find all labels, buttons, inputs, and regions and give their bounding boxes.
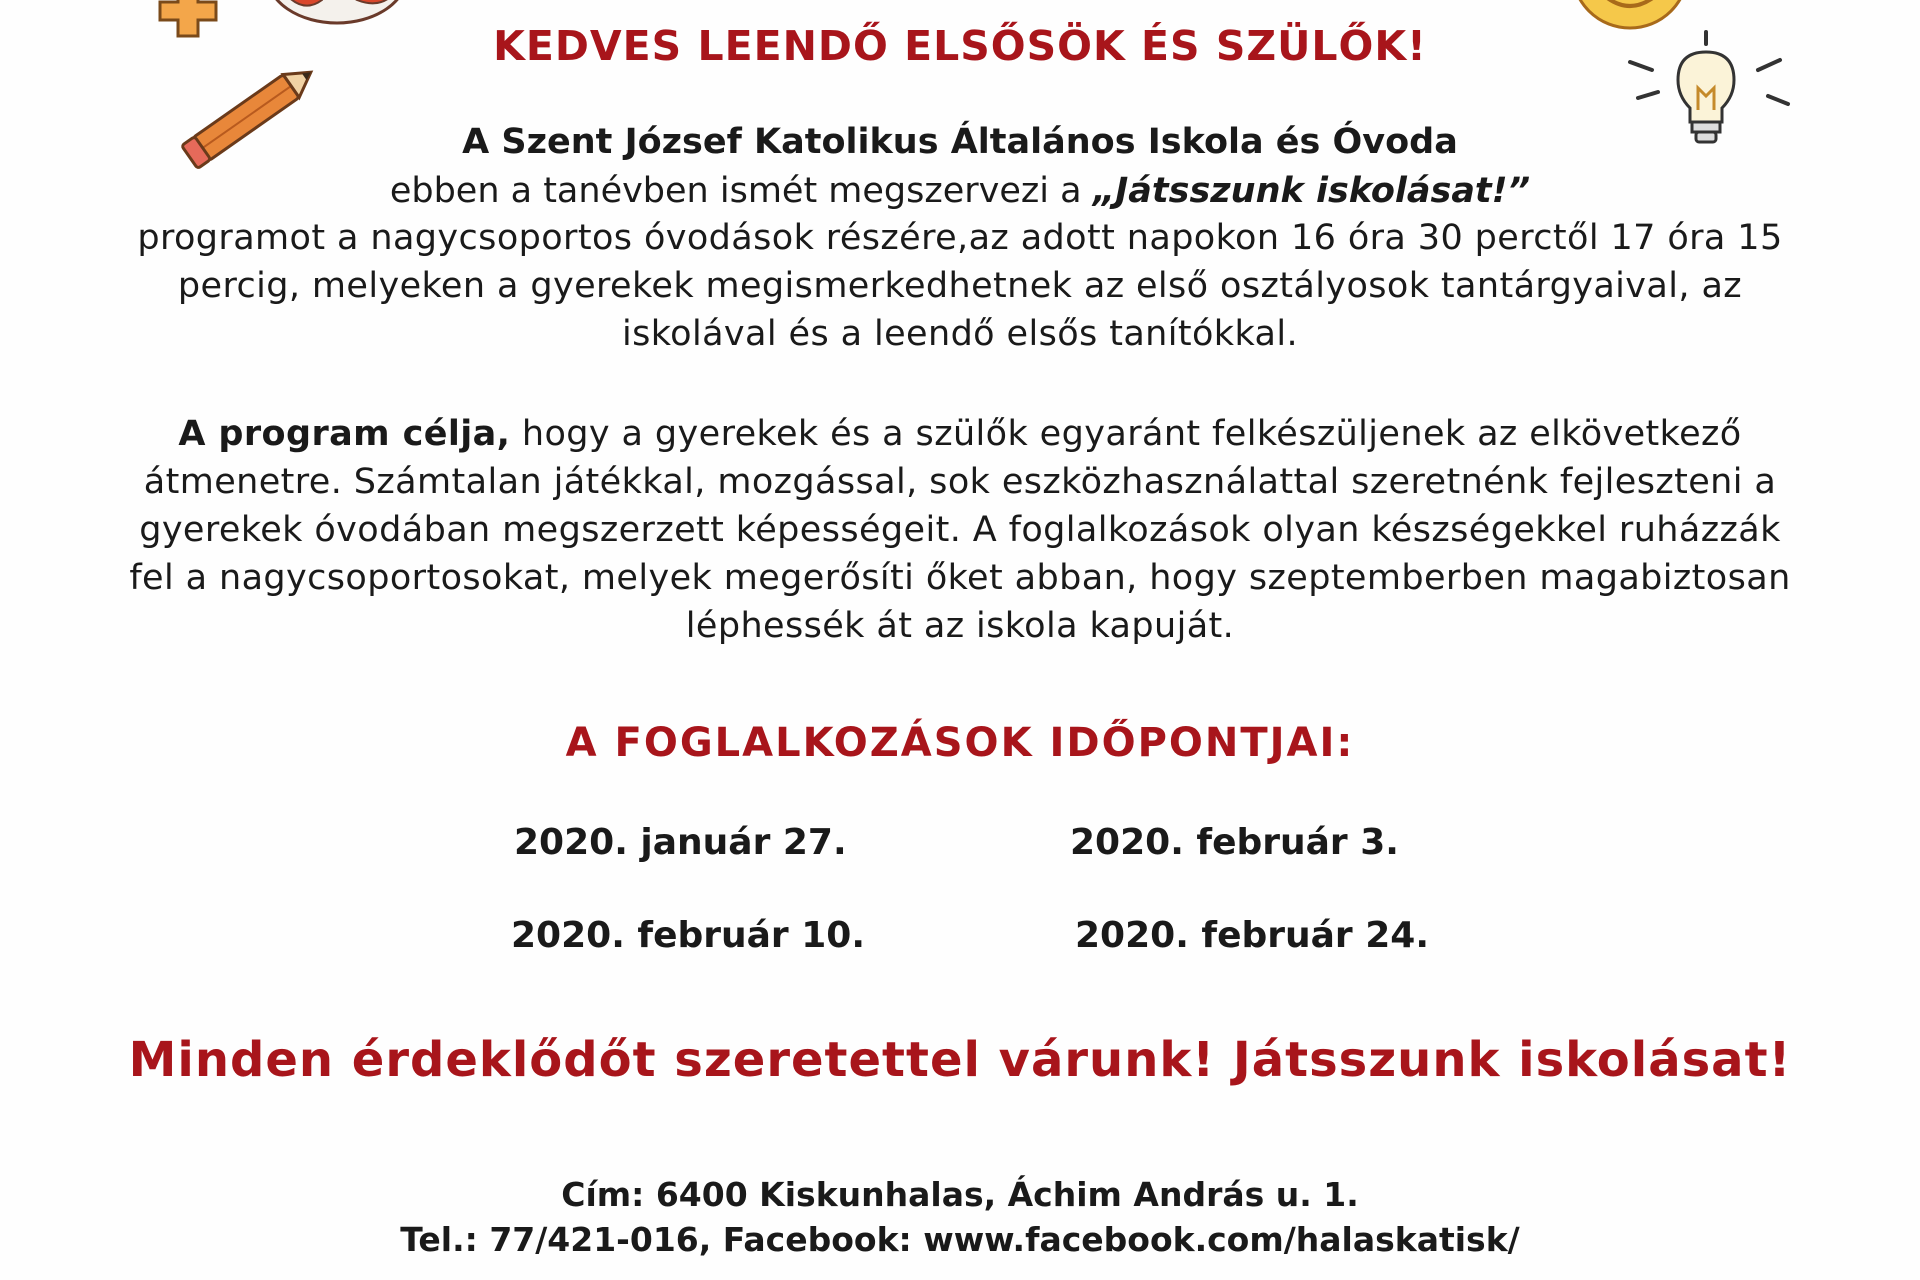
goal-lead: A program célja, xyxy=(178,414,511,454)
contact-phone-facebook: Tel.: 77/421-016, Facebook: www.facebook.com/halaskatisk/ xyxy=(400,1220,1520,1259)
goal-body: hogy a gyerekek és a szülők egyaránt felkészüljenek az elkövetkező átmenetre. Számtalan játékkal, mozgással, sok eszközhasználattal szeretnénk fejleszteni a gyerekek óvodában megszerzett képességeit. A foglalkozások olyan készségekkel ruházzák fel a nagycsoportosokat, melyek megerősíti őket abban, hogy szeptemberben magabiztosan léphessék át az iskola kapuját. xyxy=(129,414,1791,646)
contact-address: Cím: 6400 Kiskunhalas, Áchim András u. 1. xyxy=(561,1175,1359,1214)
schedule-title: A FOGLALKOZÁSOK IDŐPONTJAI: xyxy=(565,720,1355,766)
schedule-date: 2020. február 3. xyxy=(1070,822,1399,863)
goal-paragraph xyxy=(120,410,1800,650)
closing-message: Minden érdeklődőt szeretettel várunk! Játsszunk iskolásat! xyxy=(128,1032,1792,1088)
school-name: A Szent József Katolikus Általános Iskola és Óvoda xyxy=(462,122,1458,162)
intro-line xyxy=(0,171,1920,211)
program-name: „Játsszunk iskolásat!” xyxy=(1092,171,1531,211)
intro-lead: ebben a tanévben ismét megszervezi a xyxy=(389,171,1093,211)
greeting-heading: KEDVES LEENDŐ ELSŐSÖK ÉS SZÜLŐK! xyxy=(493,22,1427,70)
schedule-date: 2020. január 27. xyxy=(514,822,847,863)
intro-paragraph: programot a nagycsoportos óvodások részére,az adott napokon 16 óra 30 perctől 17 óra 15 percig, melyeken a gyerekek megismerkedhetnek az első osztályosok tantárgyaival, az iskolával és a leendő elsős tanítókkal. xyxy=(137,218,1783,354)
schedule-date: 2020. február 24. xyxy=(1075,915,1429,956)
schedule-date: 2020. február 10. xyxy=(511,915,865,956)
